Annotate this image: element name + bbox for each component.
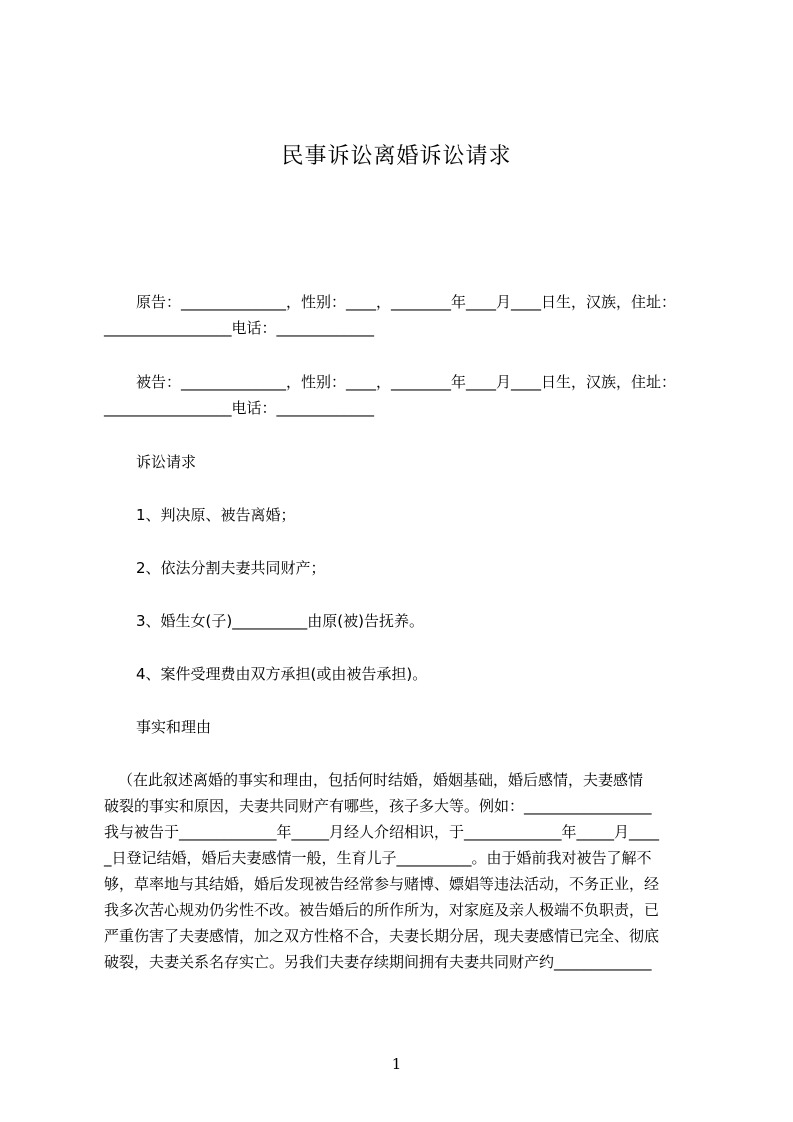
facts-line: 破裂，夫妻关系名存实亡。另我们夫妻存续期间拥有夫妻共同财产约_____________ [104, 953, 652, 971]
claim-item: 2、依法分割夫妻共同财产； [136, 559, 326, 577]
defendant-line-1: 被告：______________，性别：____，________年____月____日生，汉族，住址： [136, 373, 677, 391]
facts-line: 破裂的事实和原因，夫妻共同财产有哪些，孩子多大等。例如：_________________ [104, 797, 652, 815]
facts-line: （在此叙述离婚的事实和理由，包括何时结婚，婚姻基础，婚后感情，夫妻感情 [118, 771, 644, 789]
defendant-line-2: _________________电话：_____________ [104, 399, 375, 417]
plaintiff-line-2: _________________电话：_____________ [104, 319, 375, 337]
facts-line: 我与被告于_____________年_____月经人介绍相识，于_____________年_____月____ [104, 823, 660, 841]
document-title: 民事诉讼离婚诉讼请求 [281, 144, 512, 169]
facts-line: 我多次苦心规劝仍劣性不改。被告婚后的所作所为，对家庭及亲人极端不负职责，已 [104, 901, 660, 919]
claims-heading: 诉讼请求 [136, 453, 197, 471]
facts-line: 够，草率地与其结婚，婚后发现被告经常参与赌博、嫖娼等违法活动，不务正业，经 [104, 875, 660, 893]
page-number: 1 [391, 1055, 402, 1073]
facts-line: 严重伤害了夫妻感情，加之双方性格不合，夫妻长期分居，现夫妻感情已完全、彻底 [104, 927, 660, 945]
facts-heading: 事实和理由 [136, 718, 212, 736]
plaintiff-line-1: 原告：______________，性别：____，________年____月____日生，汉族，住址： [136, 293, 677, 311]
claim-item: 4、案件受理费由双方承担(或由被告承担)。 [136, 665, 428, 683]
facts-line: _日登记结婚，婚后夫妻感情一般，生育儿子__________。由于婚前我对被告了解不 [104, 849, 652, 867]
claim-item: 3、婚生女(子)__________由原(被)告抚养。 [136, 612, 424, 630]
claim-item: 1、判决原、被告离婚； [136, 506, 296, 524]
